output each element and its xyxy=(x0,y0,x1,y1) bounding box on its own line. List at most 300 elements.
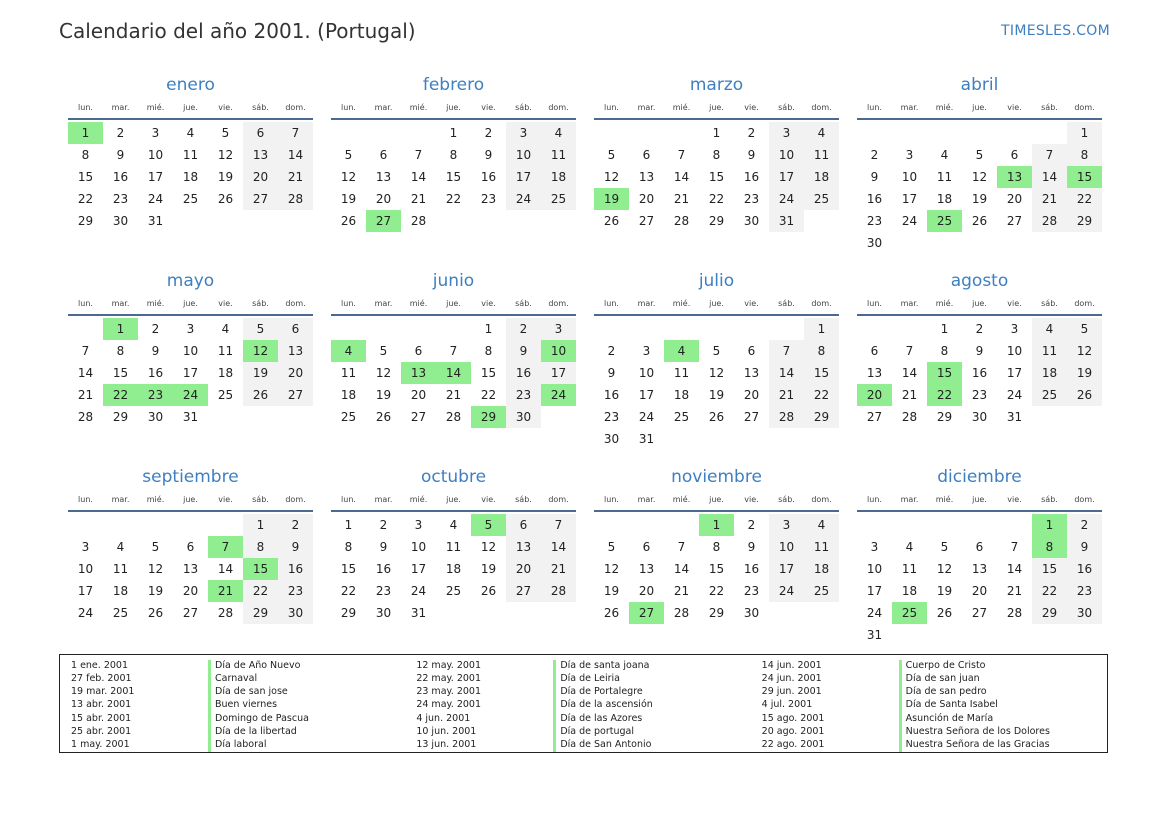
day-cell: 28 xyxy=(673,214,690,228)
day-cell: 25 xyxy=(673,410,690,424)
day-cell: 24 xyxy=(638,410,655,424)
day-cell: 14 xyxy=(77,366,94,380)
day-cell: 6 xyxy=(642,148,651,162)
day-cell: 12 xyxy=(603,562,620,576)
weekday-label: vie. xyxy=(481,494,496,504)
weekday-header xyxy=(594,488,839,512)
day-cell: 8 xyxy=(1067,144,1102,166)
weekday-label: lun. xyxy=(78,102,93,112)
day-cell: 5 xyxy=(379,344,388,358)
weekday-label: mié. xyxy=(146,102,165,112)
day-cell: 18 xyxy=(340,388,357,402)
day-cell: 27 xyxy=(506,580,541,602)
holiday-day-cell: 29 xyxy=(471,406,506,428)
day-cell: 7 xyxy=(81,344,90,358)
day-cell: 4 xyxy=(186,126,195,140)
weekday-label: mar. xyxy=(637,494,656,504)
day-cell: 29 xyxy=(1067,210,1102,232)
empty-cell xyxy=(629,514,664,536)
day-cell: 30 xyxy=(743,214,760,228)
holiday-day-cell: 15 xyxy=(1067,166,1102,188)
day-cell: 8 xyxy=(116,344,125,358)
weekday-label: mar. xyxy=(374,298,393,308)
empty-cell xyxy=(699,318,734,340)
day-cell: 13 xyxy=(638,562,655,576)
weekday-label: mar. xyxy=(111,102,130,112)
holiday-date: 1 ene. 2001 xyxy=(71,660,128,671)
empty-cell xyxy=(997,514,1032,536)
empty-cell xyxy=(331,122,366,144)
day-cell: 22 xyxy=(340,584,357,598)
weekday-label: mar. xyxy=(374,102,393,112)
day-cell: 11 xyxy=(445,540,462,554)
day-cell: 9 xyxy=(379,540,388,554)
day-cell: 4 xyxy=(221,322,230,336)
holiday-day-cell: 24 xyxy=(173,384,208,406)
day-cell: 5 xyxy=(151,540,160,554)
weekday-label: sáb. xyxy=(515,298,532,308)
month-septiembre xyxy=(68,466,313,662)
empty-cell xyxy=(629,318,664,340)
empty-cell xyxy=(664,318,699,340)
holiday-day-cell: 21 xyxy=(208,580,243,602)
empty-cell xyxy=(857,514,892,536)
month-name: septiembre xyxy=(142,467,239,487)
day-cell: 30 xyxy=(506,406,541,428)
day-cell: 9 xyxy=(278,536,313,558)
empty-cell xyxy=(892,318,927,340)
day-cell: 13 xyxy=(506,536,541,558)
day-cell: 18 xyxy=(936,192,953,206)
day-cell: 4 xyxy=(804,514,839,536)
day-cell: 10 xyxy=(769,536,804,558)
holiday-date: 24 jun. 2001 xyxy=(761,673,822,685)
holiday-name: Cuerpo de Cristo xyxy=(899,660,1107,673)
holiday-name: Domingo de Pascua xyxy=(208,713,416,726)
holiday-day-cell: 1 xyxy=(103,318,138,340)
empty-cell xyxy=(927,122,962,144)
day-cell: 13 xyxy=(866,366,883,380)
day-cell: 7 xyxy=(769,340,804,362)
empty-cell xyxy=(927,514,962,536)
day-cell: 14 xyxy=(673,170,690,184)
day-cell: 20 xyxy=(278,362,313,384)
day-cell: 4 xyxy=(1032,318,1067,340)
empty-cell xyxy=(734,318,769,340)
day-cell: 27 xyxy=(866,410,883,424)
weekday-label: jue. xyxy=(183,102,198,112)
day-cell: 13 xyxy=(638,170,655,184)
day-cell: 14 xyxy=(901,366,918,380)
day-cell: 14 xyxy=(1032,166,1067,188)
day-cell: 18 xyxy=(804,166,839,188)
day-cell: 30 xyxy=(743,606,760,620)
weekday-label: lun. xyxy=(341,102,356,112)
day-cell: 11 xyxy=(936,170,953,184)
day-cell: 25 xyxy=(182,192,199,206)
day-cell: 25 xyxy=(1032,384,1067,406)
weekday-label: vie. xyxy=(744,494,759,504)
day-cell: 22 xyxy=(243,580,278,602)
holiday-date: 22 may. 2001 xyxy=(416,673,481,685)
day-grid xyxy=(68,318,313,428)
month-junio xyxy=(331,270,576,466)
day-cell: 30 xyxy=(112,214,129,228)
day-cell: 31 xyxy=(769,210,804,232)
day-cell: 6 xyxy=(186,540,195,554)
legend-column xyxy=(762,660,1107,752)
weekday-header xyxy=(594,96,839,120)
day-cell: 13 xyxy=(182,562,199,576)
day-cell: 30 xyxy=(971,410,988,424)
holiday-date: 12 may. 2001 xyxy=(416,660,481,671)
day-cell: 3 xyxy=(642,344,651,358)
day-cell: 30 xyxy=(375,606,392,620)
weekday-label: mié. xyxy=(672,102,691,112)
day-cell: 28 xyxy=(445,410,462,424)
day-cell: 11 xyxy=(541,144,576,166)
day-cell: 21 xyxy=(673,584,690,598)
weekday-label: vie. xyxy=(1007,102,1022,112)
day-cell: 22 xyxy=(1067,188,1102,210)
day-cell: 11 xyxy=(804,144,839,166)
weekday-label: sáb. xyxy=(515,102,532,112)
day-cell: 23 xyxy=(866,214,883,228)
weekday-label: mar. xyxy=(637,102,656,112)
empty-cell xyxy=(664,514,699,536)
holiday-name: Día de san pedro xyxy=(899,686,1107,699)
day-cell: 17 xyxy=(901,192,918,206)
holiday-day-cell: 1 xyxy=(699,514,734,536)
weekday-label: mié. xyxy=(672,298,691,308)
holiday-day-cell: 10 xyxy=(541,340,576,362)
holiday-day-cell: 1 xyxy=(68,122,103,144)
day-cell: 9 xyxy=(1067,536,1102,558)
day-cell: 29 xyxy=(112,410,129,424)
day-cell: 8 xyxy=(243,536,278,558)
day-grid xyxy=(331,122,576,232)
day-cell: 12 xyxy=(603,170,620,184)
holiday-day-cell: 25 xyxy=(892,602,927,624)
empty-cell xyxy=(68,514,103,536)
day-cell: 21 xyxy=(769,384,804,406)
weekday-label: dom. xyxy=(1074,102,1095,112)
weekday-label: vie. xyxy=(1007,494,1022,504)
empty-cell xyxy=(401,122,436,144)
day-cell: 28 xyxy=(410,214,427,228)
day-cell: 11 xyxy=(901,562,918,576)
holiday-day-cell: 24 xyxy=(541,384,576,406)
day-cell: 3 xyxy=(541,318,576,340)
day-cell: 12 xyxy=(340,170,357,184)
day-cell: 25 xyxy=(340,410,357,424)
day-cell: 29 xyxy=(340,606,357,620)
holiday-date: 4 jul. 2001 xyxy=(761,699,813,711)
day-cell: 16 xyxy=(480,170,497,184)
month-name: julio xyxy=(698,271,735,291)
holiday-day-cell: 27 xyxy=(366,210,401,232)
month-name: febrero xyxy=(422,75,485,95)
day-cell: 30 xyxy=(278,602,313,624)
day-cell: 1 xyxy=(940,322,949,336)
empty-cell xyxy=(857,318,892,340)
weekday-label: jue. xyxy=(183,298,198,308)
weekday-label: jue. xyxy=(446,494,461,504)
holiday-name: Día de santa joana xyxy=(553,660,761,673)
day-cell: 16 xyxy=(743,562,760,576)
day-cell: 10 xyxy=(147,148,164,162)
day-cell: 15 xyxy=(112,366,129,380)
weekday-header xyxy=(331,488,576,512)
weekday-label: dom. xyxy=(1074,494,1095,504)
day-cell: 29 xyxy=(708,214,725,228)
day-cell: 17 xyxy=(638,388,655,402)
day-cell: 6 xyxy=(870,344,879,358)
day-cell: 8 xyxy=(804,340,839,362)
day-cell: 21 xyxy=(673,192,690,206)
day-cell: 2 xyxy=(747,518,756,532)
day-cell: 25 xyxy=(804,580,839,602)
day-grid xyxy=(857,122,1102,254)
day-cell: 1 xyxy=(712,126,721,140)
weekday-label: vie. xyxy=(744,298,759,308)
month-name: abril xyxy=(960,75,999,95)
day-cell: 1 xyxy=(804,318,839,340)
day-cell: 19 xyxy=(243,362,278,384)
holiday-day-cell: 15 xyxy=(243,558,278,580)
day-cell: 24 xyxy=(506,188,541,210)
weekday-label: jue. xyxy=(972,102,987,112)
holiday-name: Asunción de María xyxy=(899,713,1107,726)
empty-cell xyxy=(857,122,892,144)
day-cell: 17 xyxy=(541,362,576,384)
empty-cell xyxy=(892,122,927,144)
empty-cell xyxy=(594,514,629,536)
holiday-day-cell: 22 xyxy=(103,384,138,406)
day-cell: 20 xyxy=(182,584,199,598)
day-cell: 4 xyxy=(449,518,458,532)
weekday-label: sáb. xyxy=(252,298,269,308)
empty-cell xyxy=(103,514,138,536)
day-cell: 10 xyxy=(638,366,655,380)
day-cell: 30 xyxy=(603,432,620,446)
day-cell: 17 xyxy=(410,562,427,576)
empty-cell xyxy=(997,122,1032,144)
weekday-header xyxy=(331,292,576,316)
month-name: mayo xyxy=(166,271,215,291)
day-cell: 21 xyxy=(541,558,576,580)
weekday-label: sáb. xyxy=(1041,494,1058,504)
day-cell: 15 xyxy=(340,562,357,576)
day-cell: 6 xyxy=(243,122,278,144)
day-cell: 18 xyxy=(445,562,462,576)
day-cell: 8 xyxy=(344,540,353,554)
weekday-header xyxy=(68,292,313,316)
day-cell: 28 xyxy=(278,188,313,210)
day-cell: 27 xyxy=(182,606,199,620)
day-cell: 17 xyxy=(769,558,804,580)
day-cell: 2 xyxy=(151,322,160,336)
day-cell: 19 xyxy=(480,562,497,576)
day-cell: 16 xyxy=(1067,558,1102,580)
day-cell: 26 xyxy=(217,192,234,206)
day-cell: 30 xyxy=(147,410,164,424)
day-cell: 26 xyxy=(340,214,357,228)
day-cell: 22 xyxy=(480,388,497,402)
day-cell: 7 xyxy=(278,122,313,144)
weekday-label: dom. xyxy=(548,494,569,504)
holiday-name: Día de la ascensión xyxy=(553,699,761,712)
weekday-label: vie. xyxy=(481,298,496,308)
holiday-date: 15 abr. 2001 xyxy=(71,712,132,724)
day-cell: 2 xyxy=(484,126,493,140)
day-cell: 20 xyxy=(410,388,427,402)
weekday-label: vie. xyxy=(218,298,233,308)
day-cell: 3 xyxy=(905,148,914,162)
empty-cell xyxy=(208,514,243,536)
empty-cell xyxy=(366,318,401,340)
day-cell: 24 xyxy=(1006,388,1023,402)
holiday-day-cell: 8 xyxy=(1032,536,1067,558)
weekday-label: jue. xyxy=(972,494,987,504)
day-cell: 2 xyxy=(379,518,388,532)
day-cell: 27 xyxy=(243,188,278,210)
weekday-label: dom. xyxy=(811,494,832,504)
brand-link[interactable]: TIMESLES.COM xyxy=(1001,23,1110,39)
holiday-day-cell: 22 xyxy=(927,384,962,406)
weekday-label: mié. xyxy=(409,102,428,112)
day-cell: 29 xyxy=(243,602,278,624)
day-cell: 26 xyxy=(603,214,620,228)
day-cell: 2 xyxy=(506,318,541,340)
weekday-label: jue. xyxy=(972,298,987,308)
holiday-day-cell: 5 xyxy=(471,514,506,536)
weekday-label: dom. xyxy=(1074,298,1095,308)
weekday-label: mar. xyxy=(111,298,130,308)
weekday-label: mié. xyxy=(935,298,954,308)
month-name: marzo xyxy=(689,75,744,95)
day-cell: 7 xyxy=(677,540,686,554)
day-cell: 9 xyxy=(151,344,160,358)
weekday-label: sáb. xyxy=(778,298,795,308)
day-cell: 23 xyxy=(743,584,760,598)
day-cell: 12 xyxy=(217,148,234,162)
day-cell: 11 xyxy=(804,536,839,558)
day-cell: 1 xyxy=(1067,122,1102,144)
holiday-date: 1 may. 2001 xyxy=(71,738,130,750)
day-cell: 6 xyxy=(414,344,423,358)
holiday-date: 10 jun. 2001 xyxy=(416,725,477,737)
day-cell: 8 xyxy=(712,148,721,162)
weekday-label: lun. xyxy=(78,494,93,504)
day-cell: 26 xyxy=(1067,384,1102,406)
holiday-date: 14 jun. 2001 xyxy=(761,660,822,671)
weekday-label: mar. xyxy=(111,494,130,504)
day-cell: 16 xyxy=(971,366,988,380)
holiday-date: 27 feb. 2001 xyxy=(71,673,132,685)
day-cell: 29 xyxy=(1032,602,1067,624)
day-cell: 11 xyxy=(673,366,690,380)
legend-column xyxy=(416,660,761,752)
holiday-date: 22 ago. 2001 xyxy=(761,738,825,750)
day-cell: 5 xyxy=(1067,318,1102,340)
day-cell: 5 xyxy=(344,148,353,162)
day-grid xyxy=(857,514,1102,646)
month-name: agosto xyxy=(950,271,1009,291)
day-cell: 28 xyxy=(541,580,576,602)
month-name: junio xyxy=(432,271,475,291)
day-cell: 29 xyxy=(936,410,953,424)
day-cell: 6 xyxy=(278,318,313,340)
weekday-label: vie. xyxy=(218,494,233,504)
month-marzo xyxy=(594,74,839,270)
day-cell: 7 xyxy=(905,344,914,358)
day-cell: 19 xyxy=(708,388,725,402)
holiday-day-cell: 19 xyxy=(594,188,629,210)
month-noviembre xyxy=(594,466,839,662)
day-cell: 16 xyxy=(866,192,883,206)
day-cell: 18 xyxy=(182,170,199,184)
day-cell: 14 xyxy=(673,562,690,576)
day-cell: 19 xyxy=(217,170,234,184)
weekday-label: lun. xyxy=(867,494,882,504)
day-cell: 5 xyxy=(975,148,984,162)
day-cell: 23 xyxy=(506,384,541,406)
day-cell: 5 xyxy=(712,344,721,358)
month-name: enero xyxy=(166,75,215,95)
day-cell: 9 xyxy=(506,340,541,362)
weekday-label: sáb. xyxy=(778,102,795,112)
day-cell: 5 xyxy=(607,148,616,162)
day-cell: 12 xyxy=(1067,340,1102,362)
weekday-header xyxy=(857,96,1102,120)
day-cell: 26 xyxy=(243,384,278,406)
day-cell: 31 xyxy=(147,214,164,228)
day-cell: 8 xyxy=(81,148,90,162)
holiday-name: Nuestra Señora de los Dolores xyxy=(899,726,1107,739)
weekday-label: dom. xyxy=(285,298,306,308)
day-cell: 22 xyxy=(708,584,725,598)
day-cell: 10 xyxy=(901,170,918,184)
day-cell: 16 xyxy=(278,558,313,580)
weekday-label: lun. xyxy=(78,298,93,308)
day-cell: 23 xyxy=(971,388,988,402)
day-cell: 27 xyxy=(278,384,313,406)
day-cell: 3 xyxy=(414,518,423,532)
weekday-label: dom. xyxy=(285,102,306,112)
day-cell: 7 xyxy=(1010,540,1019,554)
day-cell: 5 xyxy=(940,540,949,554)
holiday-name: Día de Año Nuevo xyxy=(208,660,416,673)
weekday-label: sáb. xyxy=(778,494,795,504)
empty-cell xyxy=(436,318,471,340)
day-cell: 16 xyxy=(375,562,392,576)
day-cell: 17 xyxy=(769,166,804,188)
holiday-name: Día de san jose xyxy=(208,686,416,699)
empty-cell xyxy=(892,514,927,536)
holiday-date: 13 abr. 2001 xyxy=(71,699,132,711)
day-cell: 19 xyxy=(340,192,357,206)
day-cell: 6 xyxy=(1010,148,1019,162)
day-cell: 25 xyxy=(541,188,576,210)
month-enero xyxy=(68,74,313,270)
holiday-name: Día de Leiria xyxy=(553,673,761,686)
weekday-label: lun. xyxy=(341,298,356,308)
day-cell: 11 xyxy=(340,366,357,380)
day-cell: 23 xyxy=(480,192,497,206)
day-cell: 7 xyxy=(449,344,458,358)
day-cell: 28 xyxy=(673,606,690,620)
